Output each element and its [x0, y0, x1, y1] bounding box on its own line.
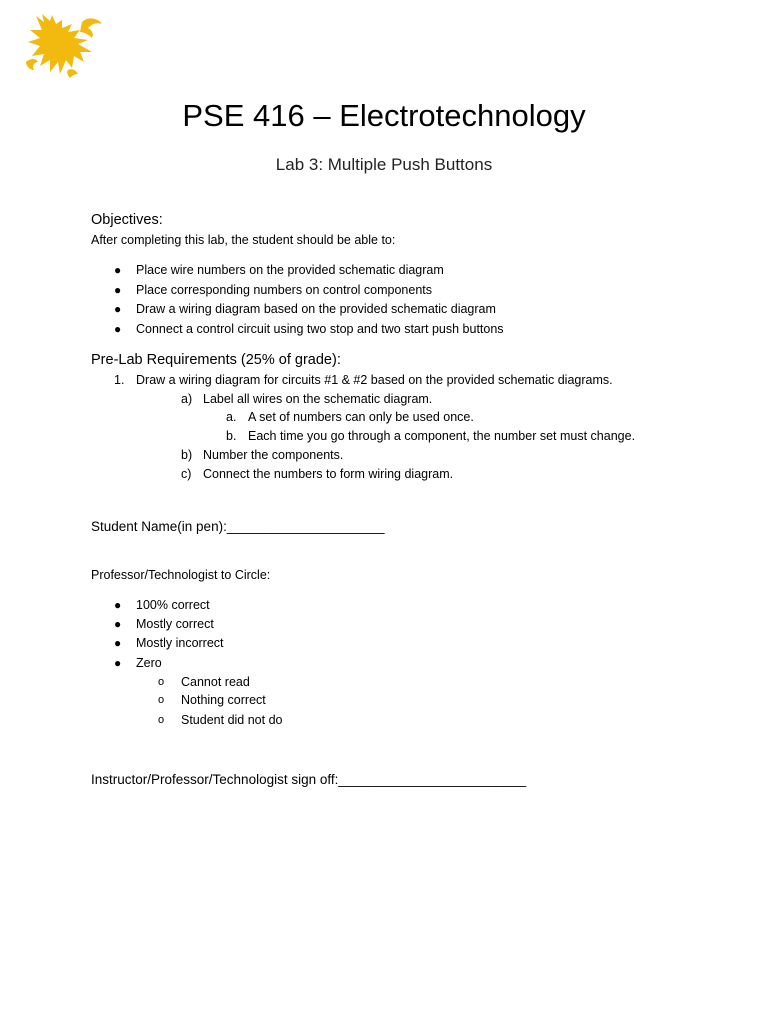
bullet-icon: ● [114, 283, 122, 297]
list-item: ● Mostly incorrect [114, 636, 224, 650]
list-item: b) Number the components. [181, 448, 344, 462]
bullet-icon: ● [114, 617, 122, 631]
prelab-heading: Pre-Lab Requirements (25% of grade): [91, 352, 341, 368]
bullet-icon: ● [114, 598, 122, 612]
objectives-heading: Objectives: [91, 212, 163, 228]
list-item: ● Connect a control circuit using two stop and two start push buttons [114, 322, 504, 336]
list-item: ● Mostly correct [114, 617, 214, 631]
bullet-icon: ● [114, 656, 122, 670]
list-item: ● 100% correct [114, 598, 210, 612]
bullet-icon: ● [114, 322, 122, 336]
gryphon-logo-icon [22, 12, 106, 80]
list-item: b. Each time you go through a component, the number set must change. [226, 429, 636, 443]
bullet-icon: ● [114, 302, 122, 316]
list-item: 1. Draw a wiring diagram for circuits #1 & #2 based on the provided schematic diagrams. [114, 373, 613, 387]
list-item: ● Zero [114, 656, 162, 670]
list-item: o Cannot read [158, 675, 250, 689]
list-item: ● Place corresponding numbers on control components [114, 283, 433, 297]
page-title: PSE 416 – Electrotechnology [182, 98, 586, 133]
signoff-field: Instructor/Professor/Technologist sign off:_________________________ [91, 772, 527, 787]
list-item: ● Place wire numbers on the provided schematic diagram [114, 263, 444, 277]
circle-bullet-icon: o [158, 694, 165, 706]
list-item: o Nothing correct [158, 693, 266, 707]
list-item: o Student did not do [158, 713, 283, 727]
bullet-icon: ● [114, 263, 122, 277]
circle-bullet-icon: o [158, 676, 165, 688]
list-item: c) Connect the numbers to form wiring diagram. [181, 467, 454, 481]
grading-intro: Professor/Technologist to Circle: [91, 568, 271, 582]
list-item: a) Label all wires on the schematic diagram. [181, 392, 433, 406]
list-item: a. A set of numbers can only be used once. [226, 410, 474, 424]
bullet-icon: ● [114, 636, 122, 650]
circle-bullet-icon: o [158, 714, 165, 726]
list-item: ● Draw a wiring diagram based on the provided schematic diagram [114, 302, 496, 316]
student-name-field: Student Name(in pen):_____________________ [91, 519, 385, 534]
page-subtitle: Lab 3: Multiple Push Buttons [275, 155, 493, 174]
objectives-intro: After completing this lab, the student should be able to: [91, 233, 396, 247]
